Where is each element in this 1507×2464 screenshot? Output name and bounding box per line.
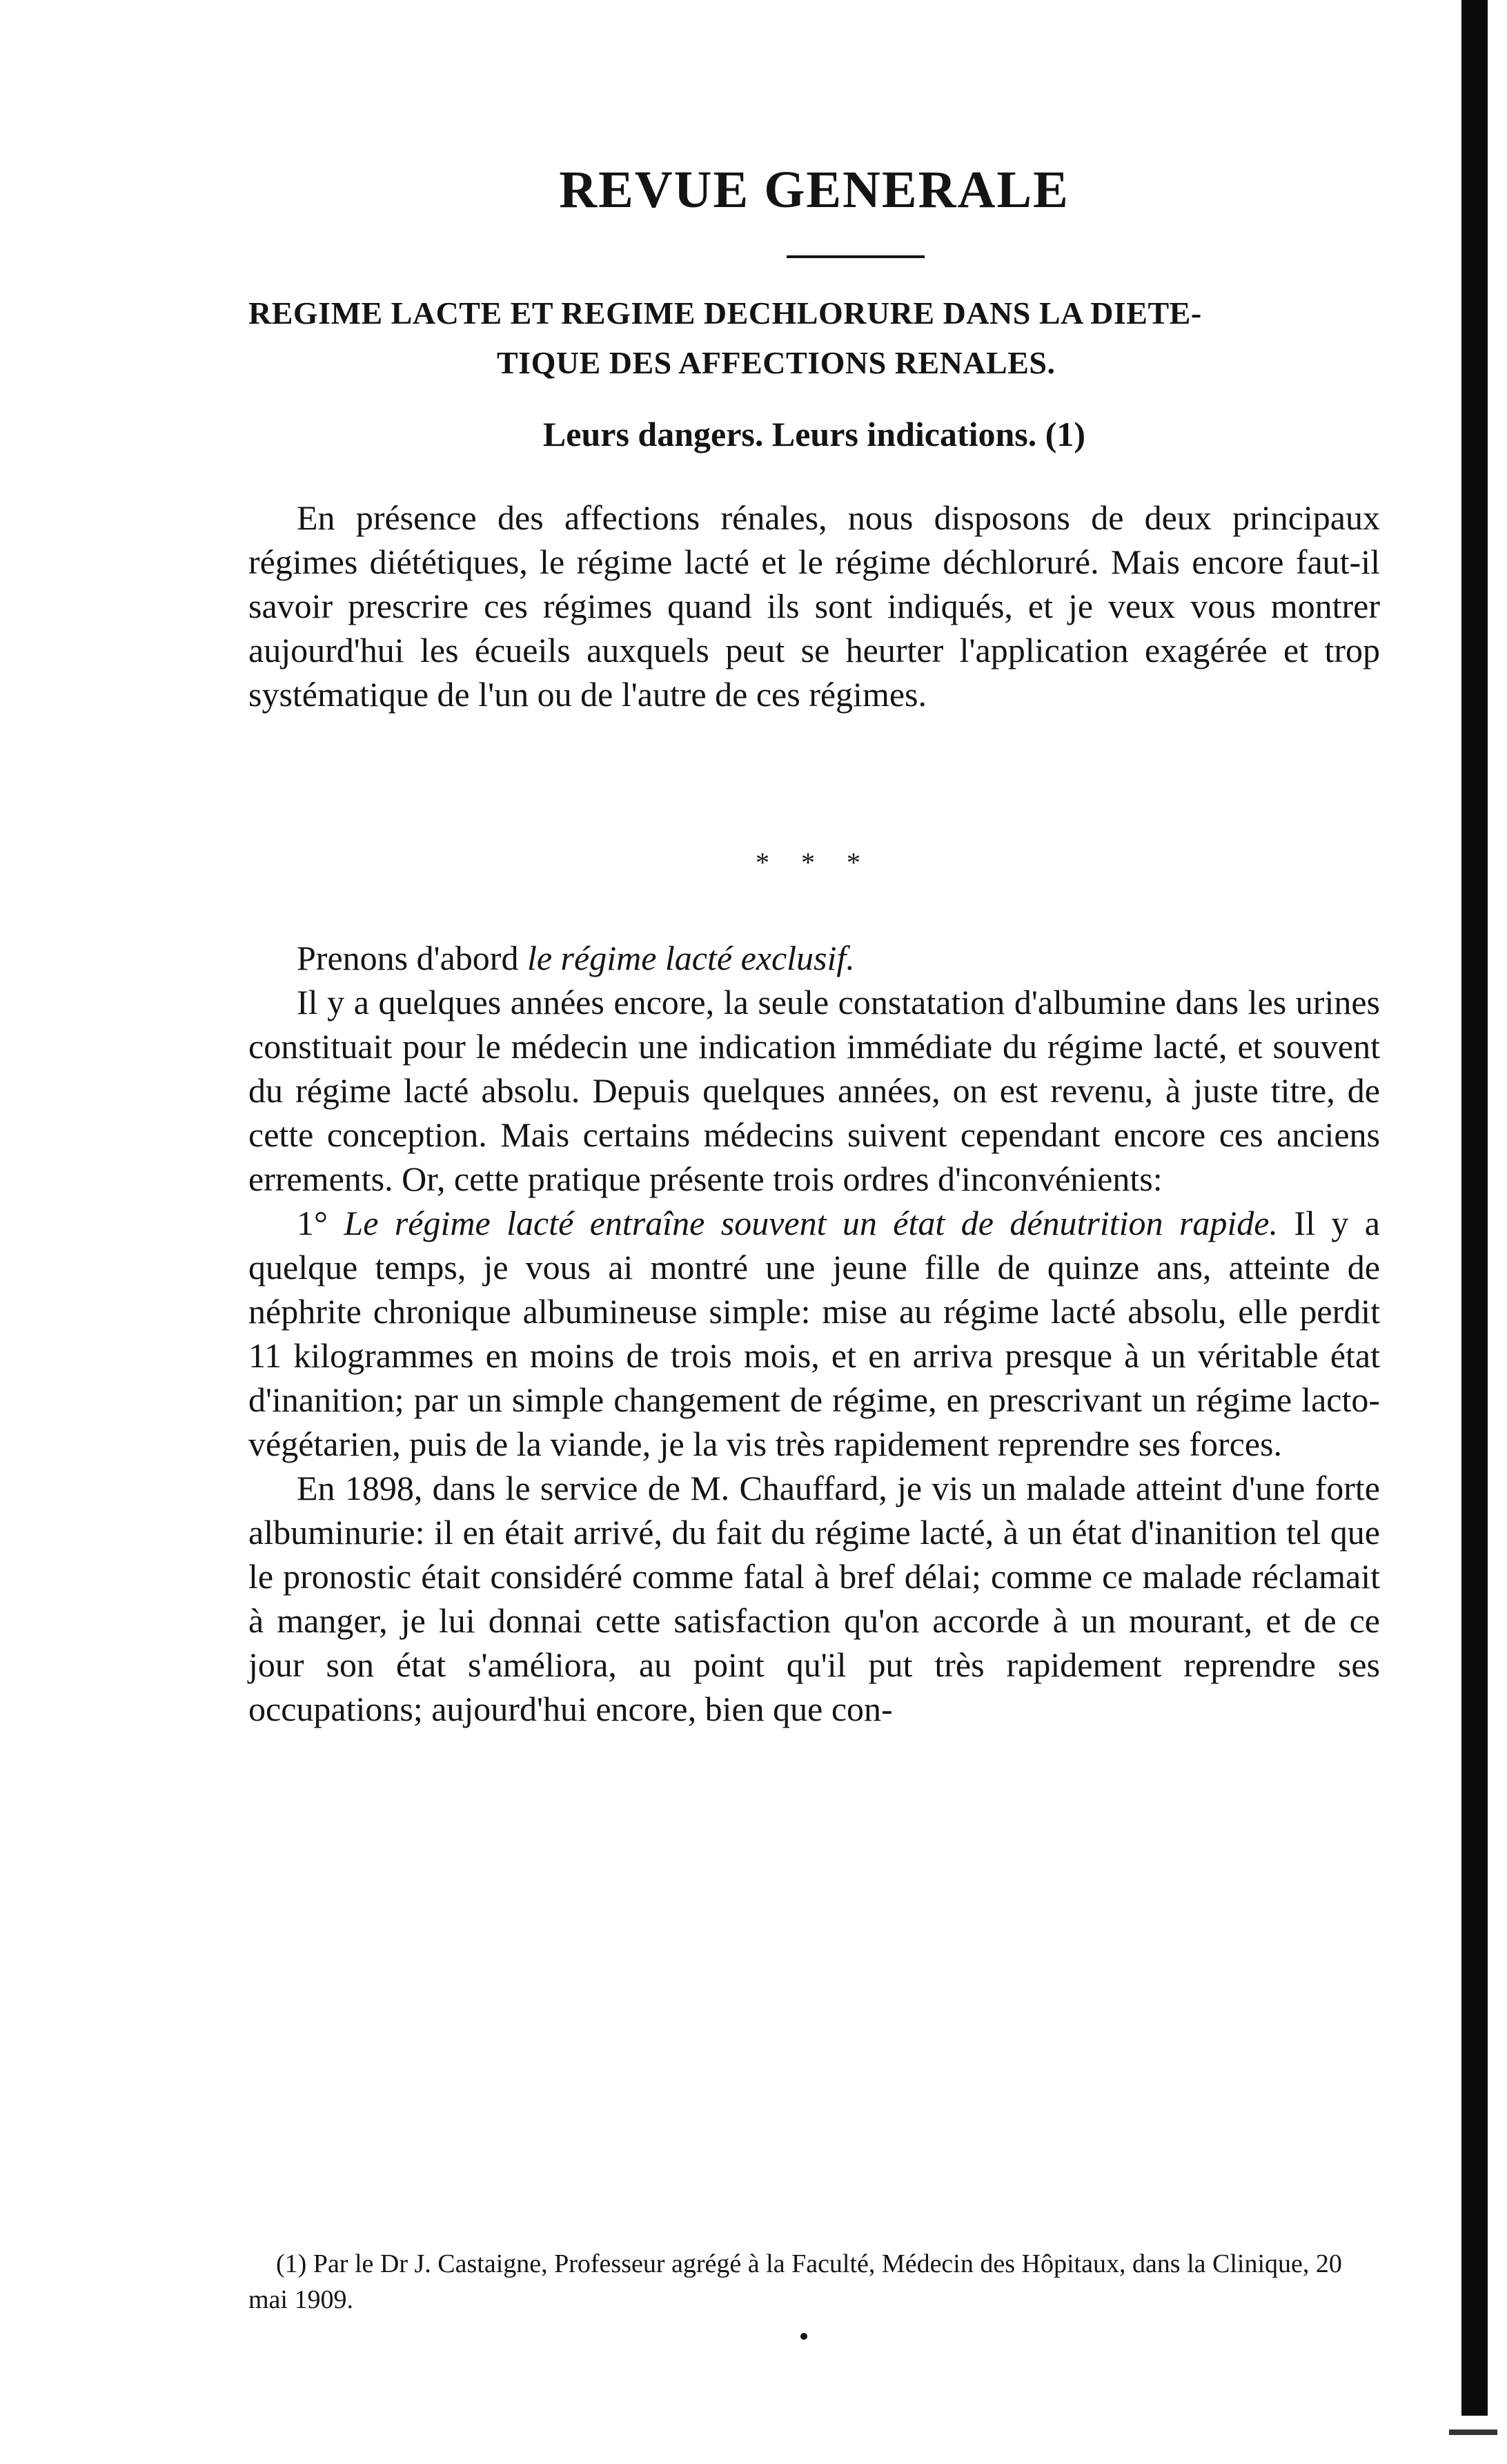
edge-mark bbox=[1449, 2429, 1497, 2435]
document-page bbox=[248, 0, 1380, 2464]
point-1-heading: Le régime lacté entraîne souvent un état de dénutrition rapide. bbox=[344, 1204, 1278, 1242]
intro-section bbox=[248, 496, 1380, 716]
lead-text: Prenons d'abord bbox=[297, 939, 527, 977]
case-1898-paragraph: En 1898, dans le service de M. Chauffard, je vis un malade atteint d'une forte albuminurie: il en était arrivé, du fait du régime lacté, à un état d'inanition tel que le pronostic était considéré comme fatal à bref délai; comme ce malade réclamait à manger, je lui donnai cette satisfaction qu'on accorde à un mourant, et de ce jour son état s'améliora, au point qu'il put très rapidement reprendre ses occupations; aujourd'hui encore, bien que con- bbox=[248, 1469, 1380, 1728]
point-1-text: Il y a quelque temps, je vous ai montré une jeune fille de quinze ans, atteinte de néphrite chronique albumineuse simple: mise au régime lacté absolu, elle perdit 11 kilogrammes en moins de trois mois, et en arriva presque à un véritable état d'inanition; par un simple changement de régime, en prescrivant un régime lacto-végétarien, puis de la viande, je la vis très rapidement reprendre ses forces. bbox=[248, 1204, 1380, 1463]
lead-italic: le régime lacté exclusif. bbox=[526, 939, 855, 977]
article-title-line-2: TIQUE DES AFFECTIONS RENALES. bbox=[497, 345, 1056, 380]
section-separator: * * * bbox=[756, 847, 873, 878]
intro-paragraph: En présence des affections rénales, nous disposons de deux principaux régimes diététiques, le régime lacté et le régime déchloruré. Mais encore faut-il savoir prescrire ces régimes quand ils sont indiqués, et je veux vous montrer aujourd'hui les écueils auxquels peut se heurter l'application exagérée et trop systématique de l'un ou de l'autre de ces régimes. bbox=[248, 498, 1380, 714]
article-subheading: Leurs dangers. Leurs indications. (1) bbox=[542, 415, 1086, 453]
main-section bbox=[248, 936, 1380, 1731]
page-mark bbox=[800, 2333, 807, 2340]
point-1-number: 1° bbox=[297, 1204, 344, 1242]
lead-paragraph bbox=[248, 936, 1380, 980]
point-1-paragraph bbox=[248, 1201, 1380, 1466]
history-paragraph: Il y a quelques années encore, la seule constatation d'albumine dans les urines constituait pour le médecin une indication immédiate du régime lacté, et souvent du régime lacté absolu. Depuis quelques années, on est revenu, à juste titre, de cette conception. Mais certains médecins suivent cependant encore ces anciens errements. Or, cette pratique présente trois ordres d'inconvénients: bbox=[248, 983, 1380, 1198]
title-rule bbox=[787, 255, 925, 258]
page-edge-shadow bbox=[1461, 0, 1488, 2416]
journal-section-title: REVUE GENERALE bbox=[559, 161, 1070, 219]
footnote: (1) Par le Dr J. Castaigne, Professeur agrégé à la Faculté, Médecin des Hôpitaux, dans la Clinique, 20 mai 1909. bbox=[248, 2249, 1342, 2314]
article-title-line-1: REGIME LACTE ET REGIME DECHLORURE DANS LA DIETE- bbox=[248, 295, 1202, 331]
article-title bbox=[248, 289, 1380, 388]
